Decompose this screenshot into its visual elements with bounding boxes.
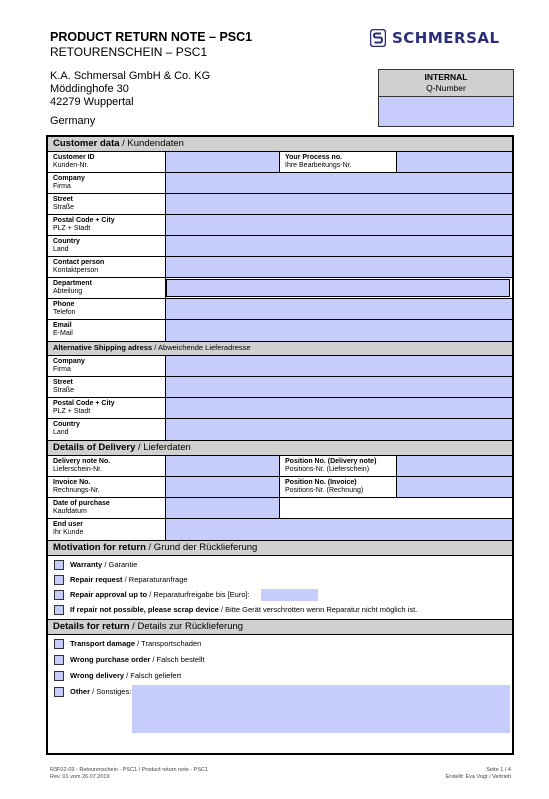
footer-revision: Rev. 01 vom 26.07.2019: [50, 774, 110, 780]
address-city: 42279 Wuppertal: [50, 96, 134, 108]
email-label: Email E-Mail: [53, 322, 73, 337]
row-alt-street: [48, 377, 512, 398]
contact-label: Contact person Kontaktperson: [53, 259, 105, 274]
footer-left: [50, 767, 208, 781]
footer-page: Seite 1 / 4: [486, 767, 511, 773]
company-label: Company Firma: [53, 175, 85, 190]
q-number-field[interactable]: [379, 97, 513, 126]
scrap-device-label: If repair not possible, please scrap device / Bitte Gerät verschrotten wenn Reparatur nicht möglich ist.: [70, 605, 418, 614]
country-field[interactable]: [166, 236, 512, 256]
customer-id-field[interactable]: [166, 152, 279, 172]
wrong-delivery-label: Wrong delivery / Falsch geliefert: [70, 671, 182, 680]
wrong-delivery-checkbox[interactable]: [54, 671, 64, 681]
schmersal-logo: [370, 29, 500, 47]
details-options: [48, 635, 512, 753]
wrong-order-label: Wrong purchase order / Falsch bestellt: [70, 655, 205, 664]
position-delivery-field[interactable]: [397, 456, 512, 476]
row-end-user: [48, 519, 512, 541]
row-department: [48, 278, 512, 299]
row-email: [48, 320, 512, 342]
row-country: [48, 236, 512, 257]
alt-company-label: Company Firma: [53, 358, 85, 373]
footer-right: [446, 767, 511, 781]
alt-postal-field[interactable]: [166, 398, 512, 418]
wrong-order-checkbox[interactable]: [54, 655, 64, 665]
return-form: [46, 135, 514, 755]
document-title: PRODUCT RETURN NOTE – PSC1: [50, 30, 253, 44]
row-alt-company: [48, 356, 512, 377]
delivery-note-label: Delivery note No. Lieferschein-Nr.: [53, 458, 111, 473]
footer-author: Erstellt: Eva Vogt / Vertrieb: [445, 774, 511, 780]
repair-request-checkbox[interactable]: [54, 575, 64, 585]
address-country: Germany: [50, 115, 96, 127]
row-contact: [48, 257, 512, 278]
address-street: Möddinghofe 30: [50, 83, 129, 95]
department-field[interactable]: [166, 279, 510, 297]
section-details: Details for return / Details zur Rücklieferung: [48, 620, 512, 635]
street-field[interactable]: [166, 194, 512, 214]
row-invoice: [48, 477, 512, 498]
customer-id-label: Customer ID Kunden-Nr.: [53, 154, 95, 169]
alt-country-field[interactable]: [166, 419, 512, 440]
alt-street-label: Street Straße: [53, 379, 75, 394]
section-motivation: Motivation for return / Grund der Rücklieferung: [48, 541, 512, 556]
repair-approval-checkbox[interactable]: [54, 590, 64, 600]
row-company: [48, 173, 512, 194]
end-user-label: End user Ihr Kunde: [53, 521, 84, 536]
section-alt-shipping: Alternative Shipping adress / Abweichende Lieferadresse: [48, 342, 512, 356]
position-delivery-label: Position No. (Delivery note) Positions-Nr. (Lieferschein): [285, 458, 377, 473]
repair-approval-amount-field[interactable]: [261, 589, 318, 601]
invoice-label: Invoice No. Rechnungs-Nr.: [53, 479, 100, 494]
department-label: Department Abteilung: [53, 280, 92, 295]
schmersal-emblem-icon: [370, 29, 386, 47]
alt-postal-label: Postal Code + City PLZ + Stadt: [53, 400, 115, 415]
section-delivery: Details of Delivery / Lieferdaten: [48, 441, 512, 456]
address-block: [50, 70, 210, 128]
position-invoice-field[interactable]: [397, 477, 512, 497]
row-phone: [48, 299, 512, 320]
purchase-date-label: Date of purchase Kaufdatum: [53, 500, 110, 515]
internal-box: [378, 69, 514, 127]
postal-label: Postal Code + City PLZ + Stadt: [53, 217, 115, 232]
alt-street-field[interactable]: [166, 377, 512, 397]
street-label: Street Straße: [53, 196, 75, 211]
purchase-date-field[interactable]: [166, 498, 279, 518]
alt-company-field[interactable]: [166, 356, 512, 376]
other-label: Other / Sonstiges:: [70, 687, 132, 696]
row-alt-country: [48, 419, 512, 441]
motivation-options: [48, 556, 512, 620]
contact-field[interactable]: [166, 257, 512, 277]
q-number-label: Q-Number: [426, 83, 466, 93]
country-label: Country Land: [53, 238, 80, 253]
invoice-field[interactable]: [166, 477, 279, 497]
row-customer-id: [48, 152, 512, 173]
document-subtitle: RETOURENSCHEIN – PSC1: [50, 45, 208, 59]
process-no-label: Your Process no. Ihre Bearbeitungs-Nr.: [285, 154, 352, 169]
end-user-field[interactable]: [166, 519, 512, 540]
alt-country-label: Country Land: [53, 421, 80, 436]
warranty-label: Warranty / Garantie: [70, 560, 138, 569]
position-invoice-label: Position No. (Invoice) Positions-Nr. (Rechnung): [285, 479, 364, 494]
row-alt-postal: [48, 398, 512, 419]
email-field[interactable]: [166, 320, 512, 341]
address-company: K.A. Schmersal GmbH & Co. KG: [50, 70, 211, 82]
postal-field[interactable]: [166, 215, 512, 235]
repair-request-label: Repair request / Reparaturanfrage: [70, 575, 188, 584]
phone-field[interactable]: [166, 299, 512, 319]
scrap-device-checkbox[interactable]: [54, 605, 64, 615]
footer-document-ref: R3F02-03 - Retourenschein - PSC1 / Product return note - PSC1: [50, 767, 209, 773]
repair-approval-label: Repair approval up to / Reparaturfreigabe bis [Euro]:: [70, 590, 250, 599]
row-delivery-note: [48, 456, 512, 477]
warranty-checkbox[interactable]: [54, 560, 64, 570]
transport-damage-checkbox[interactable]: [54, 639, 64, 649]
other-textarea[interactable]: [132, 685, 510, 733]
transport-damage-label: Transport damage / Transportschaden: [70, 639, 202, 648]
internal-label: INTERNAL: [424, 72, 468, 82]
row-street: [48, 194, 512, 215]
company-field[interactable]: [166, 173, 512, 193]
logo-wordmark: SCHMERSAL: [392, 29, 500, 47]
row-purchase-date: [48, 498, 512, 519]
row-postal: [48, 215, 512, 236]
process-no-field[interactable]: [397, 152, 512, 172]
phone-label: Phone Telefon: [53, 301, 76, 316]
delivery-note-field[interactable]: [166, 456, 279, 476]
other-checkbox[interactable]: [54, 687, 64, 697]
section-customer-data: Customer data / Kundendaten: [48, 137, 512, 152]
